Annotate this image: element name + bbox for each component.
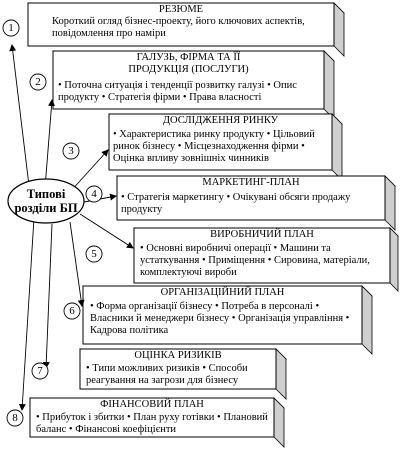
arrow-1 <box>12 45 30 194</box>
section-title-7: ОЦІНКА РИЗИКІВ <box>134 350 222 361</box>
section-number-5: 5 <box>91 248 97 260</box>
arrow-8 <box>22 218 34 410</box>
section-number-3: 3 <box>68 145 74 157</box>
section-content-5: • Основні виробничі операції • Машини та устаткування • Приміщення • Сировина, матеріали, комплектуючі вироби <box>140 243 370 278</box>
section-title-2: ГАЛУЗЬ, ФІРМА ТА ЇЇ ПРОДУКЦІЯ (ПОСЛУГИ) <box>128 52 249 75</box>
section-content-3: • Характеристика ринку продукту • Цільовий ринок бізнесу • Місцезнаходження фірми • Оцінка впливу зовнішніх чинників <box>113 129 315 164</box>
center-label <box>8 187 84 215</box>
section-content-4: • Стратегія маркетингу • Очікувані обсяги продажу продукту <box>121 192 351 215</box>
section-title-8: ФІНАНСОВИЙ ПЛАН <box>100 399 204 410</box>
section-title-5: ВИРОБНИЧИЙ ПЛАН <box>210 229 314 240</box>
section-number-2: 2 <box>35 76 41 88</box>
section-number-1: 1 <box>8 22 14 34</box>
center-label-line1: Типові <box>26 187 66 201</box>
arrow-2 <box>45 100 52 188</box>
section-title-3: ДОСЛІДЖЕННЯ РИНКУ <box>162 115 279 126</box>
section-number-4: 4 <box>91 188 97 200</box>
section-number-8: 8 <box>12 412 18 424</box>
section-title-6: ОРГАНІЗАЦІЙНИЙ ПЛАН <box>160 287 285 298</box>
arrow-7 <box>46 224 52 368</box>
section-content-8: • Прибуток і збитки • План руху готівки • Плановий баланс • Фінансові коефіцієнти <box>36 412 268 435</box>
section-title-1: РЕЗЮМЕ <box>158 4 204 15</box>
section-title-4: МАРКЕТИНГ-ПЛАН <box>202 177 300 188</box>
section-content-6: • Форма організації бізнесу • Потреба в персоналі • Власники й менеджери бізнесу • Організація управління • Кадрова політика <box>90 301 350 336</box>
section-number-7: 7 <box>37 365 43 377</box>
section-content-7: • Типи можливих ризиків • Способи реагування на загрози для бізнесу <box>86 363 248 386</box>
center-label-line2: розділи БП <box>14 201 78 215</box>
section-content-2: • Поточна ситуація і тенденції розвитку галузі • Опис продукту • Стратегія фірми • Права власності <box>58 80 297 103</box>
section-number-6: 6 <box>69 305 75 317</box>
arrow-6 <box>70 222 82 306</box>
section-content-1: Короткий огляд бізнес-проекту, його ключових аспектів, повідомлення про наміри <box>52 16 305 39</box>
